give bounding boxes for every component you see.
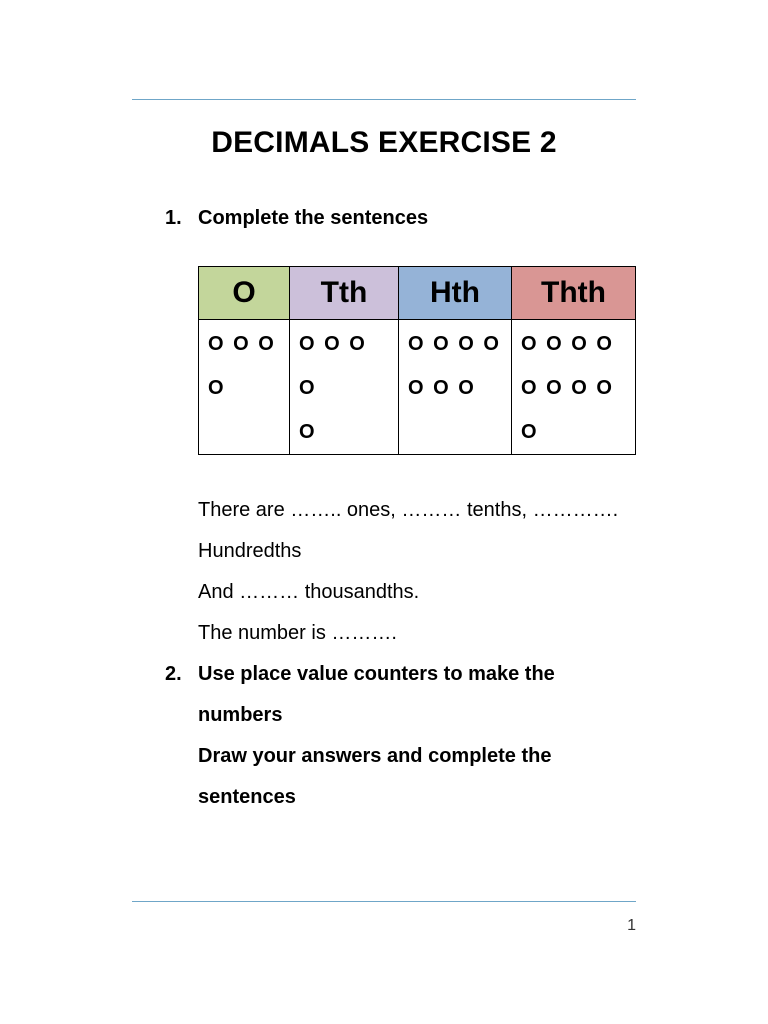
counter-line: O O O O bbox=[521, 333, 613, 355]
header-ones: O bbox=[199, 267, 290, 320]
question-1-number: 1. bbox=[165, 207, 182, 229]
counter-line: O O O O bbox=[408, 333, 500, 355]
counter-line: O O O bbox=[408, 377, 475, 399]
header-thousandths: Thth bbox=[512, 267, 636, 320]
question-1-text: Complete the sentences bbox=[198, 207, 429, 229]
counter-line: O bbox=[299, 421, 316, 443]
question-2-line: sentences bbox=[198, 786, 296, 808]
place-value-table bbox=[198, 266, 636, 455]
page-number: 1 bbox=[627, 917, 636, 934]
counter-line: O O O bbox=[208, 333, 275, 355]
counter-line: O bbox=[521, 421, 538, 443]
header-tenths: Tth bbox=[290, 267, 399, 320]
table-header-row bbox=[199, 267, 636, 320]
question-2-line: Use place value counters to make the bbox=[198, 663, 555, 685]
table-counter-row bbox=[199, 320, 636, 455]
header-rule bbox=[132, 99, 636, 100]
sentence-line: The number is ………. bbox=[198, 622, 397, 644]
footer-rule bbox=[132, 901, 636, 902]
sentence-line: Hundredths bbox=[198, 540, 302, 562]
sentence-line: There are …….. ones, ……… tenths, …………. bbox=[198, 499, 619, 521]
counters-tenths bbox=[290, 320, 399, 455]
question-2-number: 2. bbox=[165, 663, 182, 685]
counter-line: O O O O bbox=[521, 377, 613, 399]
question-2-line: Draw your answers and complete the bbox=[198, 745, 552, 767]
question-2-line: numbers bbox=[198, 704, 283, 726]
counter-line: O bbox=[208, 377, 225, 399]
counters-ones bbox=[199, 320, 290, 455]
counters-thousandths bbox=[512, 320, 636, 455]
header-hundredths: Hth bbox=[399, 267, 512, 320]
counters-hundredths bbox=[399, 320, 512, 455]
counter-line: O O O O bbox=[299, 333, 366, 399]
page-title: DECIMALS EXERCISE 2 bbox=[211, 126, 557, 159]
sentence-line: And ……… thousandths. bbox=[198, 581, 420, 603]
